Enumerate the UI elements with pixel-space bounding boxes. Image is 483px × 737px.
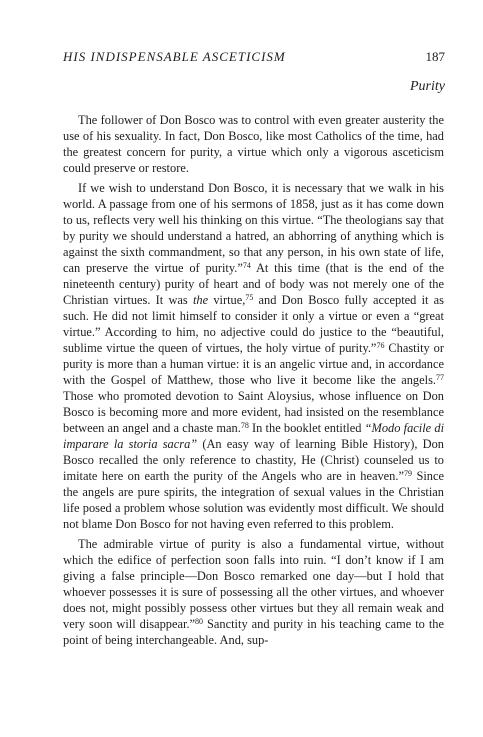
text-run: Sanctity and purity in his teaching came to the point of being interchangeable. And, sup-: [63, 617, 444, 647]
text-run: Those who promoted devotion to Saint Aloysius, whose influence on Don Bosco is becoming more and more evident, had insisted on the resemblance between an angel and a chaste man.: [63, 389, 444, 435]
text-run: Since the angels are pure spirits, the integration of sexual values in the Christian life posed a problem whose solution was evidently most difficult. We should not blame Don Bosco for not having even referred to this problem.: [63, 469, 444, 531]
text-run: Chastity or purity is more than a human virtue: it is an angelic virtue and, in accordance with the Gospel of Matthew, those who live it become like the angels.: [63, 341, 444, 387]
italic-text: the: [192, 293, 209, 307]
body-text: [63, 112, 444, 652]
page-number: 187: [425, 49, 445, 64]
paragraph: [63, 112, 444, 176]
text-run: The admirable virtue of purity is also a fundamental virtue, without which the edifice of perfection soon falls into ruin. “I don’t know if I am giving a false principle—Don Bosco remarked one day—but I hold that whoever possesses it is sure of possessing all the other virtues, and whoever does not, might possibly possess other virtues but they all remain weak and very soon will disappear.”: [63, 537, 444, 631]
text-run: In the booklet entitled: [248, 421, 365, 435]
text-run: If we wish to understand Don Bosco, it is necessary that we walk in his world. A passage from one of his sermons of 1858, just as it has come down to us, reflects very well his thinking on this virtue. “The theologians say that by purity we should understand a hatred, an abhorring of anything which is against the sixth commandment, so that any person, in his own state of life, can preserve the virtue of purity.”: [63, 181, 444, 275]
footnote-ref: 76: [376, 341, 385, 350]
paragraph: [63, 536, 444, 648]
footnote-ref: 80: [195, 617, 204, 626]
footnote-ref: 78: [240, 421, 249, 430]
text-run: At this time (that is the end of the nineteenth century) purity of heart and of body was not merely one of the Christian virtues. It was: [63, 261, 444, 307]
running-title: HIS INDISPENSABLE ASCETICISM: [63, 49, 286, 64]
footnote-ref: 79: [403, 469, 412, 478]
text-run: virtue,: [208, 293, 246, 307]
text-run: (An easy way of learning Bible History), Don Bosco recalled the only reference to chastity, He (Christ) counseled us to imitate here on earth the purity of the Angels who are in heaven.”: [63, 437, 444, 483]
footnote-ref: 77: [436, 373, 444, 382]
section-title: Purity: [410, 79, 445, 94]
running-head: [63, 49, 445, 67]
text-run: The follower of Don Bosco was to control with even greater austerity the use of his sexuality. In fact, Don Bosco, like most Catholics of the time, had the greatest concern for purity, a virtue which only a vigorous asceticism could preserve or restore.: [63, 113, 444, 175]
footnote-ref: 74: [242, 261, 251, 270]
italic-text: “Modo facile di imparare la storia sacra”: [63, 421, 445, 451]
paragraph: [63, 180, 444, 532]
text-run: and Don Bosco fully accepted it as such. He did not limit himself to consider it only a virtue or even a “great virtue.” According to him, no adjective could do justice to the “beautiful, sublime virtue the queen of virtues, the holy virtue of purity.”: [63, 293, 444, 355]
footnote-ref: 75: [245, 293, 254, 302]
